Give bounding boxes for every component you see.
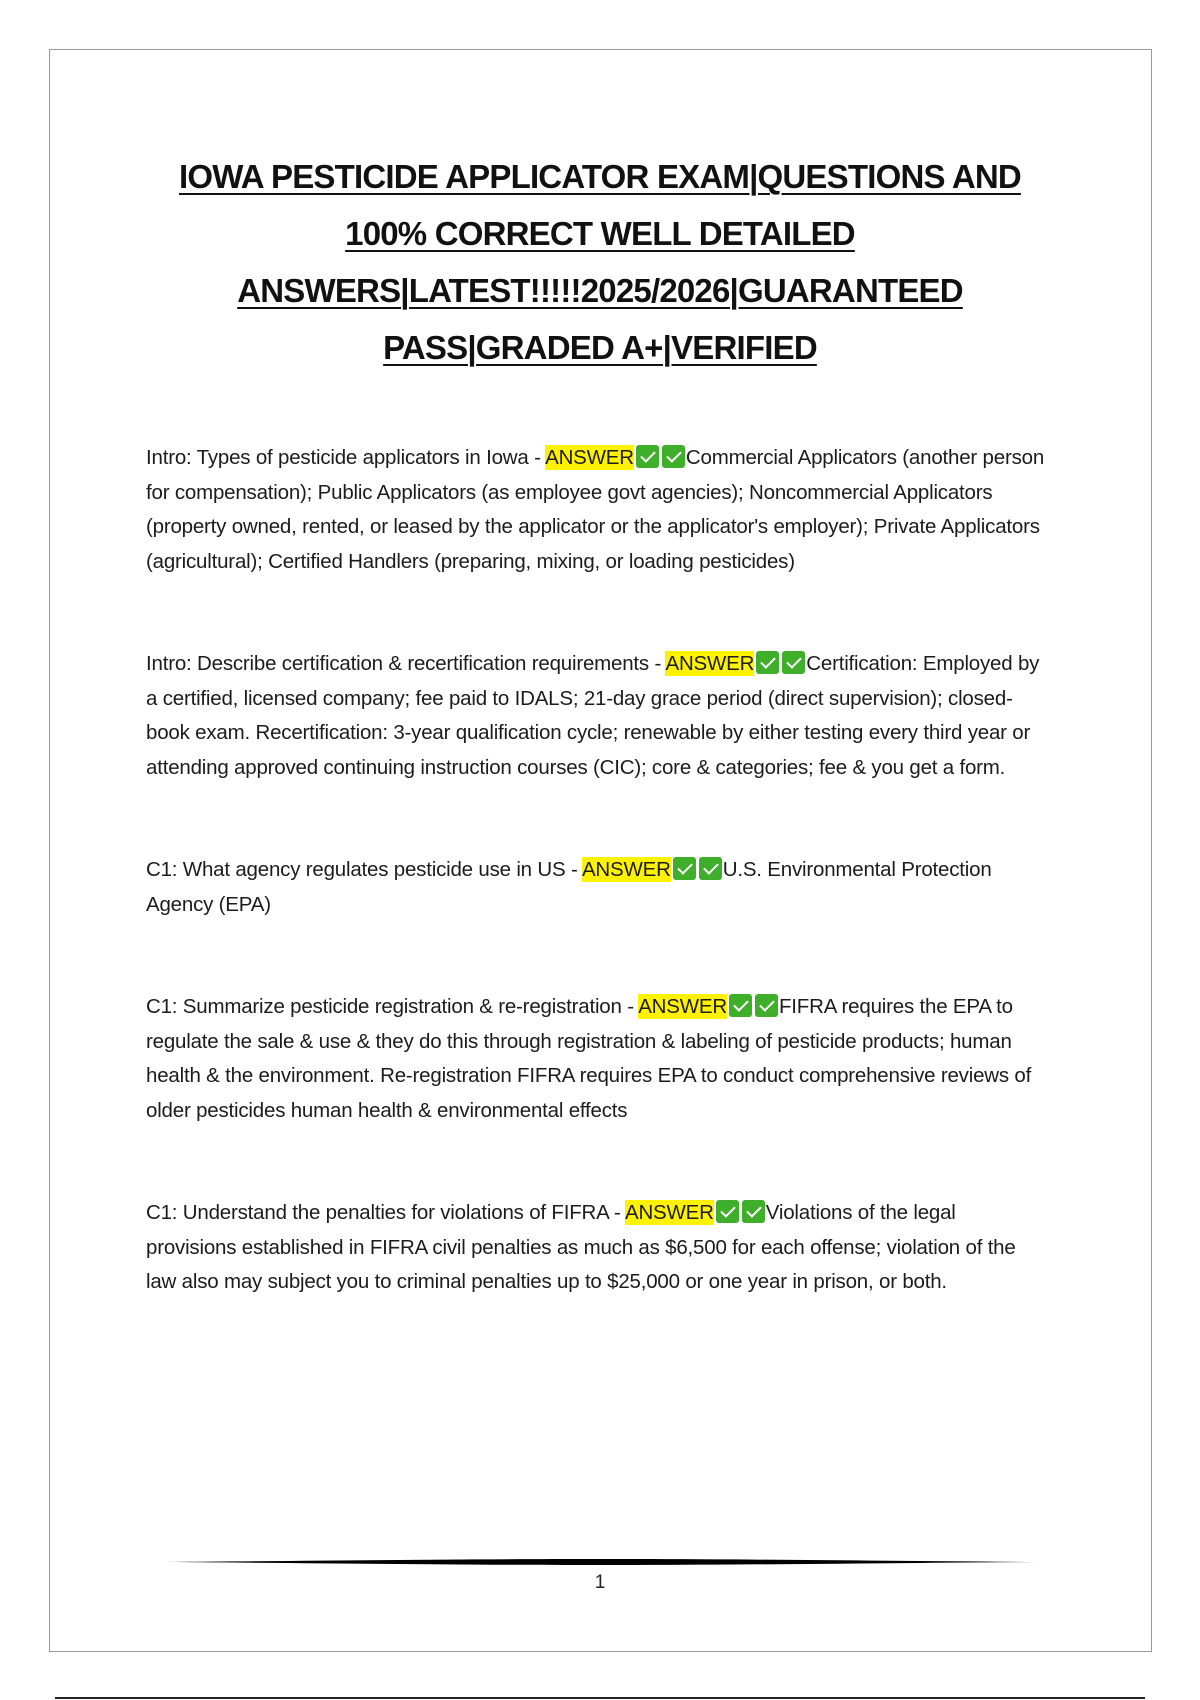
qa-item xyxy=(146,441,1046,579)
check-mark-icon xyxy=(716,1200,739,1223)
page-number: 1 xyxy=(594,1572,606,1593)
check-mark-icon xyxy=(662,445,685,468)
answer-label: ANSWER xyxy=(624,1201,714,1224)
qa-item xyxy=(146,853,1046,922)
check-mark-icon xyxy=(756,651,779,674)
answer-text: Certification: Employed by a certified, licensed company; fee paid to IDALS; 21-day grace period (direct supervision); closed-book exam. Recertification: 3-year qualification cycle; renewable by either testing every third year or attending approved continuing instruction courses (CIC); core & categories; fee & you get a form. xyxy=(146,652,1040,779)
question-text: C1: Understand the penalties for violations of FIFRA - xyxy=(146,1201,625,1224)
check-mark-icon xyxy=(755,994,778,1017)
answer-label: ANSWER xyxy=(581,858,671,881)
answer-text: Violations of the legal provisions established in FIFRA civil penalties as much as $6,500 for each offense; violation of the law also may subject you to criminal penalties up to $25,000 or one year in prison, or both. xyxy=(146,1201,1016,1293)
check-mark-icon xyxy=(636,445,659,468)
qa-item xyxy=(146,1196,1046,1300)
check-mark-icon xyxy=(782,651,805,674)
footer-rule xyxy=(165,1559,1035,1565)
answer-label: ANSWER xyxy=(665,652,755,675)
check-mark-icon xyxy=(729,994,752,1017)
check-mark-icon xyxy=(673,857,696,880)
document-title: IOWA PESTICIDE APPLICATOR EXAM|QUESTIONS AND 100% CORRECT WELL DETAILED ANSWERS|LATEST!!!!!2025/2026|GUARANTEED PASS|GRADED A+|VERIFIED xyxy=(179,158,1021,366)
qa-item xyxy=(146,990,1046,1128)
question-text: Intro: Types of pesticide applicators in Iowa - xyxy=(146,446,546,469)
bottom-rule xyxy=(55,1697,1145,1699)
answer-text: Commercial Applicators (another person for compensation); Public Applicators (as employee govt agencies); Noncommercial Applicators (property owned, rented, or leased by the applicator or the applicator's employer); Private Applicators (agricultural); Certified Handlers (preparing, mixing, or loading pesticides) xyxy=(146,446,1045,573)
check-mark-icon xyxy=(742,1200,765,1223)
answer-text: U.S. Environmental Protection Agency (EPA) xyxy=(146,858,992,916)
question-text: C1: Summarize pesticide registration & re-registration - xyxy=(146,995,639,1018)
qa-list xyxy=(146,441,1046,1368)
answer-text: FIFRA requires the EPA to regulate the sale & use & they do this through registration & labeling of pesticide products; human health & the environment. Re-registration FIFRA requires EPA to conduct comprehensive reviews of older pesticides human health & environmental effects xyxy=(146,995,1032,1122)
answer-label: ANSWER xyxy=(545,446,634,469)
question-text: Intro: Describe certification & recertification requirements - xyxy=(146,652,666,675)
check-mark-icon xyxy=(699,857,722,880)
question-text: C1: What agency regulates pesticide use in US - xyxy=(146,858,582,881)
answer-label: ANSWER xyxy=(638,995,727,1018)
qa-item xyxy=(146,647,1046,785)
